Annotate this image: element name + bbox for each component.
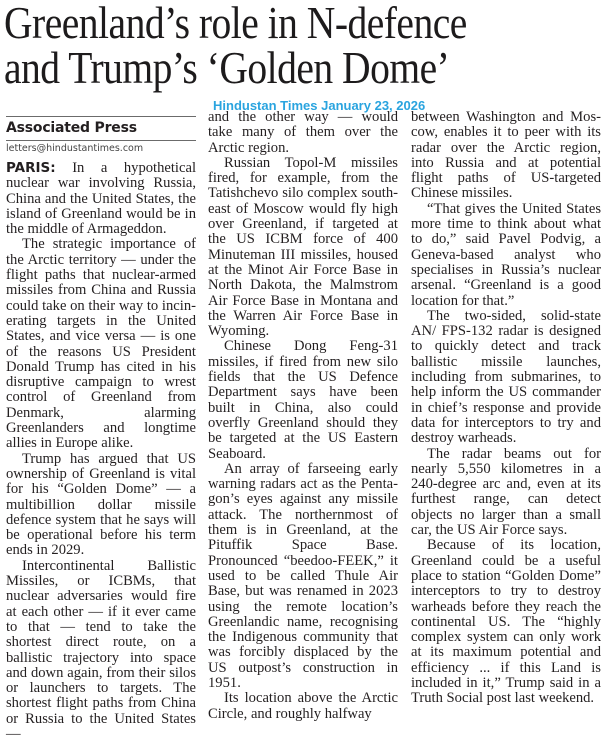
byline-email[interactable]: letters@hindustantimes.com bbox=[6, 143, 144, 154]
article-column-1 bbox=[6, 116, 196, 742]
paragraph: Its location above the Arctic Circle, and roughly halfway bbox=[208, 690, 398, 722]
source-watermark: Hindustan Times January 23, 2026 bbox=[213, 98, 426, 113]
paragraph: The two-sided, solid-state AN/ FPS-132 radar is designed to quickly detect and track ballistic missile launches, including from submarines, to help inform the US commander in chief’s response and provide data for interceptors to try and destroy warheads. bbox=[411, 307, 601, 447]
paragraph: The strategic importance of the Arctic territory — under the flight paths that nuclear-armed missiles from China and Russia could take on their way to incinerating targets in the United States, and vice versa — is one of the reasons US President Donald Trump has cited in his disruptive campaign to wrest control of Greenland from Denmark, alarming Greenlanders and longtime allies in Europe alike. bbox=[6, 236, 196, 452]
headline bbox=[4, 0, 517, 93]
paragraph: between Washington and Moscow, enables it to peer with its radar over the Arctic region, into Russia and at potential flight paths of US-targeted Chinese missiles. bbox=[411, 109, 601, 202]
article-column-3 bbox=[411, 110, 601, 707]
paragraph: Because of its location, Greenland could be a useful place to station “Golden Dome” interceptors to try to destroy warheads before they reach the continental US. The “highly complex system can only work at its maximum potential and efficiency ... if this Land is included in it,” Trump said in a Truth Social post last weekend. bbox=[411, 537, 601, 707]
paragraph bbox=[6, 161, 196, 237]
paragraph: Intercontinental Ballistic Missiles, or ICBMs, that nuclear adversaries would fire at each other — if it ever came to that — tend to take the shortest direct route, on a ballistic trajectory into space and down again, from their silos or launchers to targets. The shortest flight paths from China or Russia to the United States — bbox=[6, 557, 196, 742]
paragraph: Trump has argued that US ownership of Greenland is vital for his “Golden Dome” — a multibillion dollar missile defence system that he says will be operational before his term ends in 2029. bbox=[6, 450, 196, 559]
dateline: PARIS: bbox=[6, 160, 56, 176]
paragraph: “That gives the United States more time to think about what to do,” said Pavel Podvig, a Geneva-based analyst who specialises in Russia’s nuclear arsenal. “Greenland is a good location for that.” bbox=[411, 200, 601, 309]
headline-line-1: Greenland’s role in N-defence bbox=[4, 0, 467, 48]
paragraph: Chinese Dong Feng-31 missiles, if fired from new silo fields that the US Defence Department says have been built in China, also could overfly Greenland should they be targeted at the US Eastern Seaboard. bbox=[208, 338, 398, 462]
paragraph: The radar beams out for nearly 5,550 kilometres in a 240-degree arc and, even at its furthest range, can detect objects no larger than a small car, the US Air Force says. bbox=[411, 445, 601, 539]
paragraph: An array of farseeing early warning radars act as the Pentagon’s eyes against any missile attack. The northernmost of them is in Greenland, at the Pituffik Space Base. Pronounced “beedoo-FEEK,” it used to be called Thule Air Base, but was renamed in 2023 using the remote location’s Greenlandic name, recognising the Indigenous community that was forcibly displaced by the US outpost’s construction in 1951. bbox=[208, 460, 398, 691]
headline-line-2: and Trump’s ‘Golden Dome’ bbox=[4, 42, 450, 93]
paragraph: Russian Topol-M missiles fired, for example, from the Tatishchevo silo complex southeast of Moscow would fly high over Greenland, if targeted at the US ICBM force of 400 Minuteman III missiles, housed at the Minot Air Force Base in North Dakota, the Malmstrom Air Force Base in Montana and the Warren Air Force Base in Wyoming. bbox=[208, 154, 398, 340]
article-column-2 bbox=[208, 110, 398, 722]
paragraph: and the other way — would take many of them over the Arctic region. bbox=[208, 109, 398, 156]
byline-agency: Associated Press bbox=[6, 117, 196, 141]
paragraph-text: In a hypothetical nuclear war involving Russia, China and the United States, the island of Greenland would be in the middle of Armageddon. bbox=[6, 160, 196, 238]
